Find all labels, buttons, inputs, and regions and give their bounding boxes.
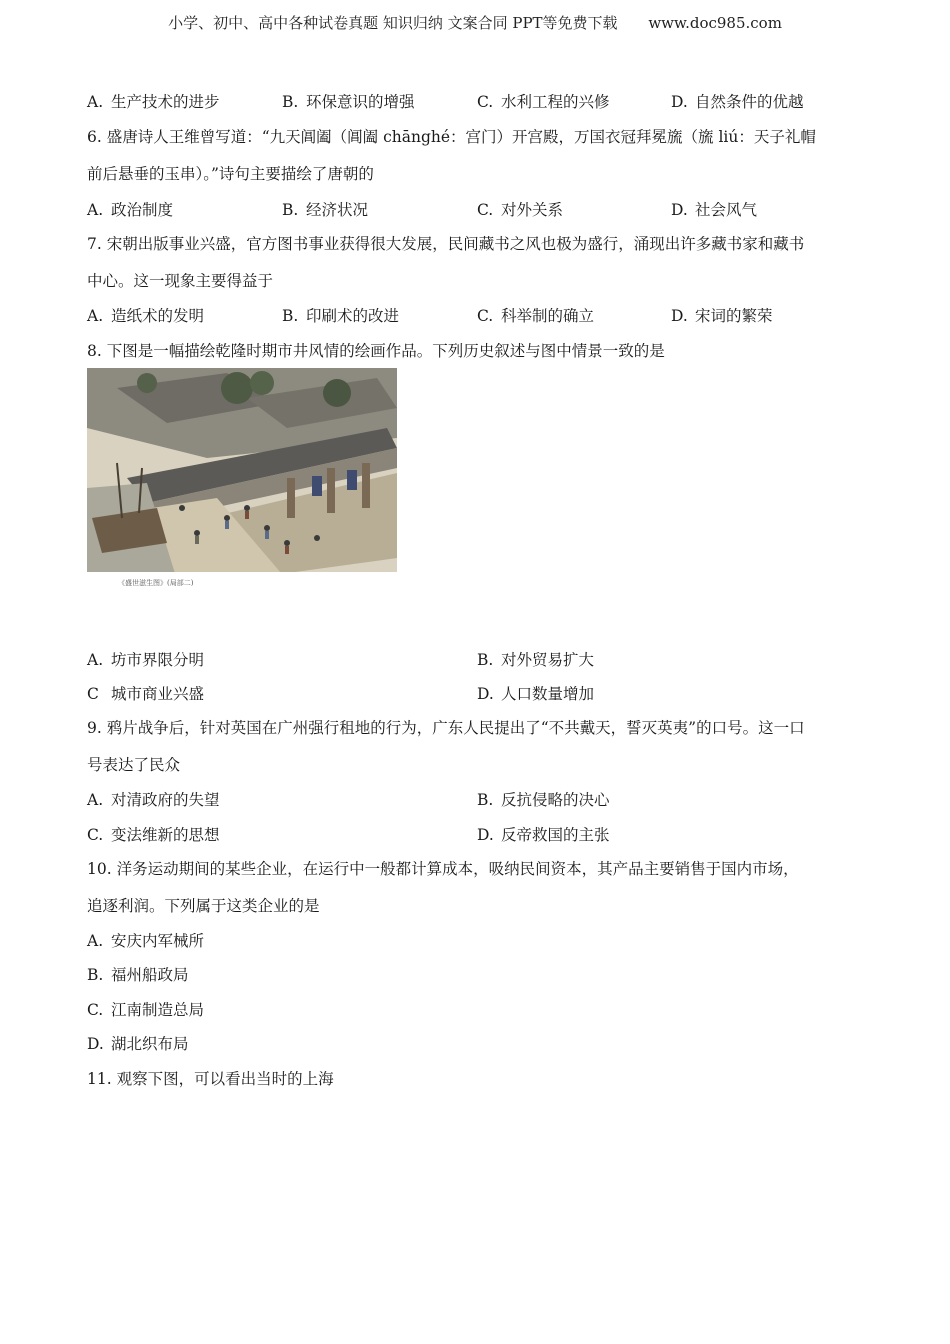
q5-option-a[interactable] bbox=[87, 90, 220, 112]
option-letter: A. bbox=[87, 791, 104, 809]
q10-stem-line1: 10. 洋务运动期间的某些企业，在运行中一般都计算成本，吸纳民间资本，其产品主要销售于国内市场， bbox=[87, 860, 799, 878]
q9-option-a[interactable] bbox=[87, 788, 220, 810]
option-letter: D. bbox=[477, 826, 494, 844]
option-text: 对外贸易扩大 bbox=[501, 651, 595, 669]
option-text: 自然条件的优越 bbox=[695, 93, 804, 111]
option-text: 对清政府的失望 bbox=[111, 791, 220, 809]
q7-stem-line2: 中心。这一现象主要得益于 bbox=[87, 272, 274, 290]
q6-option-c[interactable] bbox=[477, 198, 563, 220]
option-text: 对外关系 bbox=[501, 201, 564, 219]
q5-option-c[interactable] bbox=[477, 90, 610, 112]
option-letter: A. bbox=[87, 93, 104, 111]
option-letter: D. bbox=[671, 307, 688, 325]
option-letter: B. bbox=[477, 651, 494, 669]
option-letter: A. bbox=[87, 651, 104, 669]
q7-option-a[interactable] bbox=[87, 304, 204, 326]
option-letter: C. bbox=[87, 1001, 104, 1019]
option-text: 反帝救国的主张 bbox=[501, 826, 610, 844]
option-text: 湖北织布局 bbox=[111, 1035, 189, 1053]
market-painting-figure bbox=[87, 368, 397, 580]
page-header bbox=[0, 12, 950, 33]
option-text: 印刷术的改进 bbox=[306, 307, 400, 325]
option-text: 水利工程的兴修 bbox=[501, 93, 610, 111]
painting-illustration bbox=[87, 368, 397, 580]
option-text: 福州船政局 bbox=[111, 966, 189, 984]
option-text: 宋词的繁荣 bbox=[695, 307, 773, 325]
q8-option-b[interactable] bbox=[477, 648, 594, 670]
option-text: 城市商业兴盛 bbox=[111, 685, 205, 703]
q5-option-b[interactable] bbox=[282, 90, 415, 112]
option-text: 安庆内军械所 bbox=[111, 932, 205, 950]
option-letter: D. bbox=[671, 93, 688, 111]
q8-stem-line1: 8. 下图是一幅描绘乾隆时期市井风情的绘画作品。下列历史叙述与图中情景一致的是 bbox=[87, 342, 665, 360]
option-text: 政治制度 bbox=[111, 201, 174, 219]
option-text: 造纸术的发明 bbox=[111, 307, 205, 325]
q10-option-c[interactable] bbox=[87, 998, 204, 1020]
q11-stem-line1: 11. 观察下图，可以看出当时的上海 bbox=[87, 1070, 334, 1088]
q7-stem-line1: 7. 宋朝出版事业兴盛，官方图书事业获得很大发展，民间藏书之风也极为盛行，涌现出许多藏书家和藏书 bbox=[87, 235, 805, 253]
q8-option-d[interactable] bbox=[477, 682, 594, 704]
header-site: www.doc985.com bbox=[648, 14, 782, 32]
option-letter: B. bbox=[477, 791, 494, 809]
q9-stem-line1: 9. 鸦片战争后，针对英国在广州强行租地的行为，广东人民提出了“不共戴天，誓灭英夷”的口号。这一口 bbox=[87, 719, 805, 737]
option-text: 科举制的确立 bbox=[501, 307, 595, 325]
option-letter: C. bbox=[477, 93, 494, 111]
option-letter: A. bbox=[87, 307, 104, 325]
option-text: 江南制造总局 bbox=[111, 1001, 205, 1019]
q7-option-c[interactable] bbox=[477, 304, 594, 326]
option-letter: D. bbox=[87, 1035, 104, 1053]
q8-option-a[interactable] bbox=[87, 648, 204, 670]
q9-stem-line2: 号表达了民众 bbox=[87, 756, 181, 774]
q6-option-b[interactable] bbox=[282, 198, 368, 220]
option-text: 变法维新的思想 bbox=[111, 826, 220, 844]
option-text: 人口数量增加 bbox=[501, 685, 595, 703]
option-letter: B. bbox=[282, 307, 299, 325]
q10-option-d[interactable] bbox=[87, 1032, 189, 1054]
q8-option-c[interactable] bbox=[87, 682, 204, 704]
q6-option-d[interactable] bbox=[671, 198, 757, 220]
option-letter: D. bbox=[671, 201, 688, 219]
option-text: 坊市界限分明 bbox=[111, 651, 205, 669]
q6-option-a[interactable] bbox=[87, 198, 173, 220]
q7-option-b[interactable] bbox=[282, 304, 399, 326]
option-letter: B. bbox=[282, 201, 299, 219]
q9-option-b[interactable] bbox=[477, 788, 610, 810]
option-text: 经济状况 bbox=[306, 201, 369, 219]
q6-stem-line1: 6. 盛唐诗人王维曾写道：“九天阊阖（阊阖 chānghé：宫门）开宫殿，万国衣冠拜冕旒（旒 liú：天子礼帽 bbox=[87, 128, 816, 146]
option-letter: C bbox=[87, 685, 99, 703]
option-letter: C. bbox=[477, 201, 494, 219]
q10-option-b[interactable] bbox=[87, 963, 189, 985]
option-letter: C. bbox=[87, 826, 104, 844]
option-letter: C. bbox=[477, 307, 494, 325]
q9-option-c[interactable] bbox=[87, 823, 220, 845]
figure-caption: 《盛世滋生图》(局部二) bbox=[118, 579, 194, 587]
q7-option-d[interactable] bbox=[671, 304, 773, 326]
option-text: 环保意识的增强 bbox=[306, 93, 415, 111]
option-letter: A. bbox=[87, 201, 104, 219]
option-text: 反抗侵略的决心 bbox=[501, 791, 610, 809]
q5-option-d[interactable] bbox=[671, 90, 804, 112]
q10-option-a[interactable] bbox=[87, 929, 204, 951]
header-title: 小学、初中、高中各种试卷真题 知识归纳 文案合同 PPT等免费下载 bbox=[168, 14, 618, 32]
option-letter: B. bbox=[87, 966, 104, 984]
option-letter: A. bbox=[87, 932, 104, 950]
option-letter: B. bbox=[282, 93, 299, 111]
option-text: 生产技术的进步 bbox=[111, 93, 220, 111]
option-text: 社会风气 bbox=[695, 201, 758, 219]
option-letter: D. bbox=[477, 685, 494, 703]
q6-stem-line2: 前后悬垂的玉串）。”诗句主要描绘了唐朝的 bbox=[87, 165, 374, 183]
q9-option-d[interactable] bbox=[477, 823, 610, 845]
q10-stem-line2: 追逐利润。下列属于这类企业的是 bbox=[87, 897, 320, 915]
